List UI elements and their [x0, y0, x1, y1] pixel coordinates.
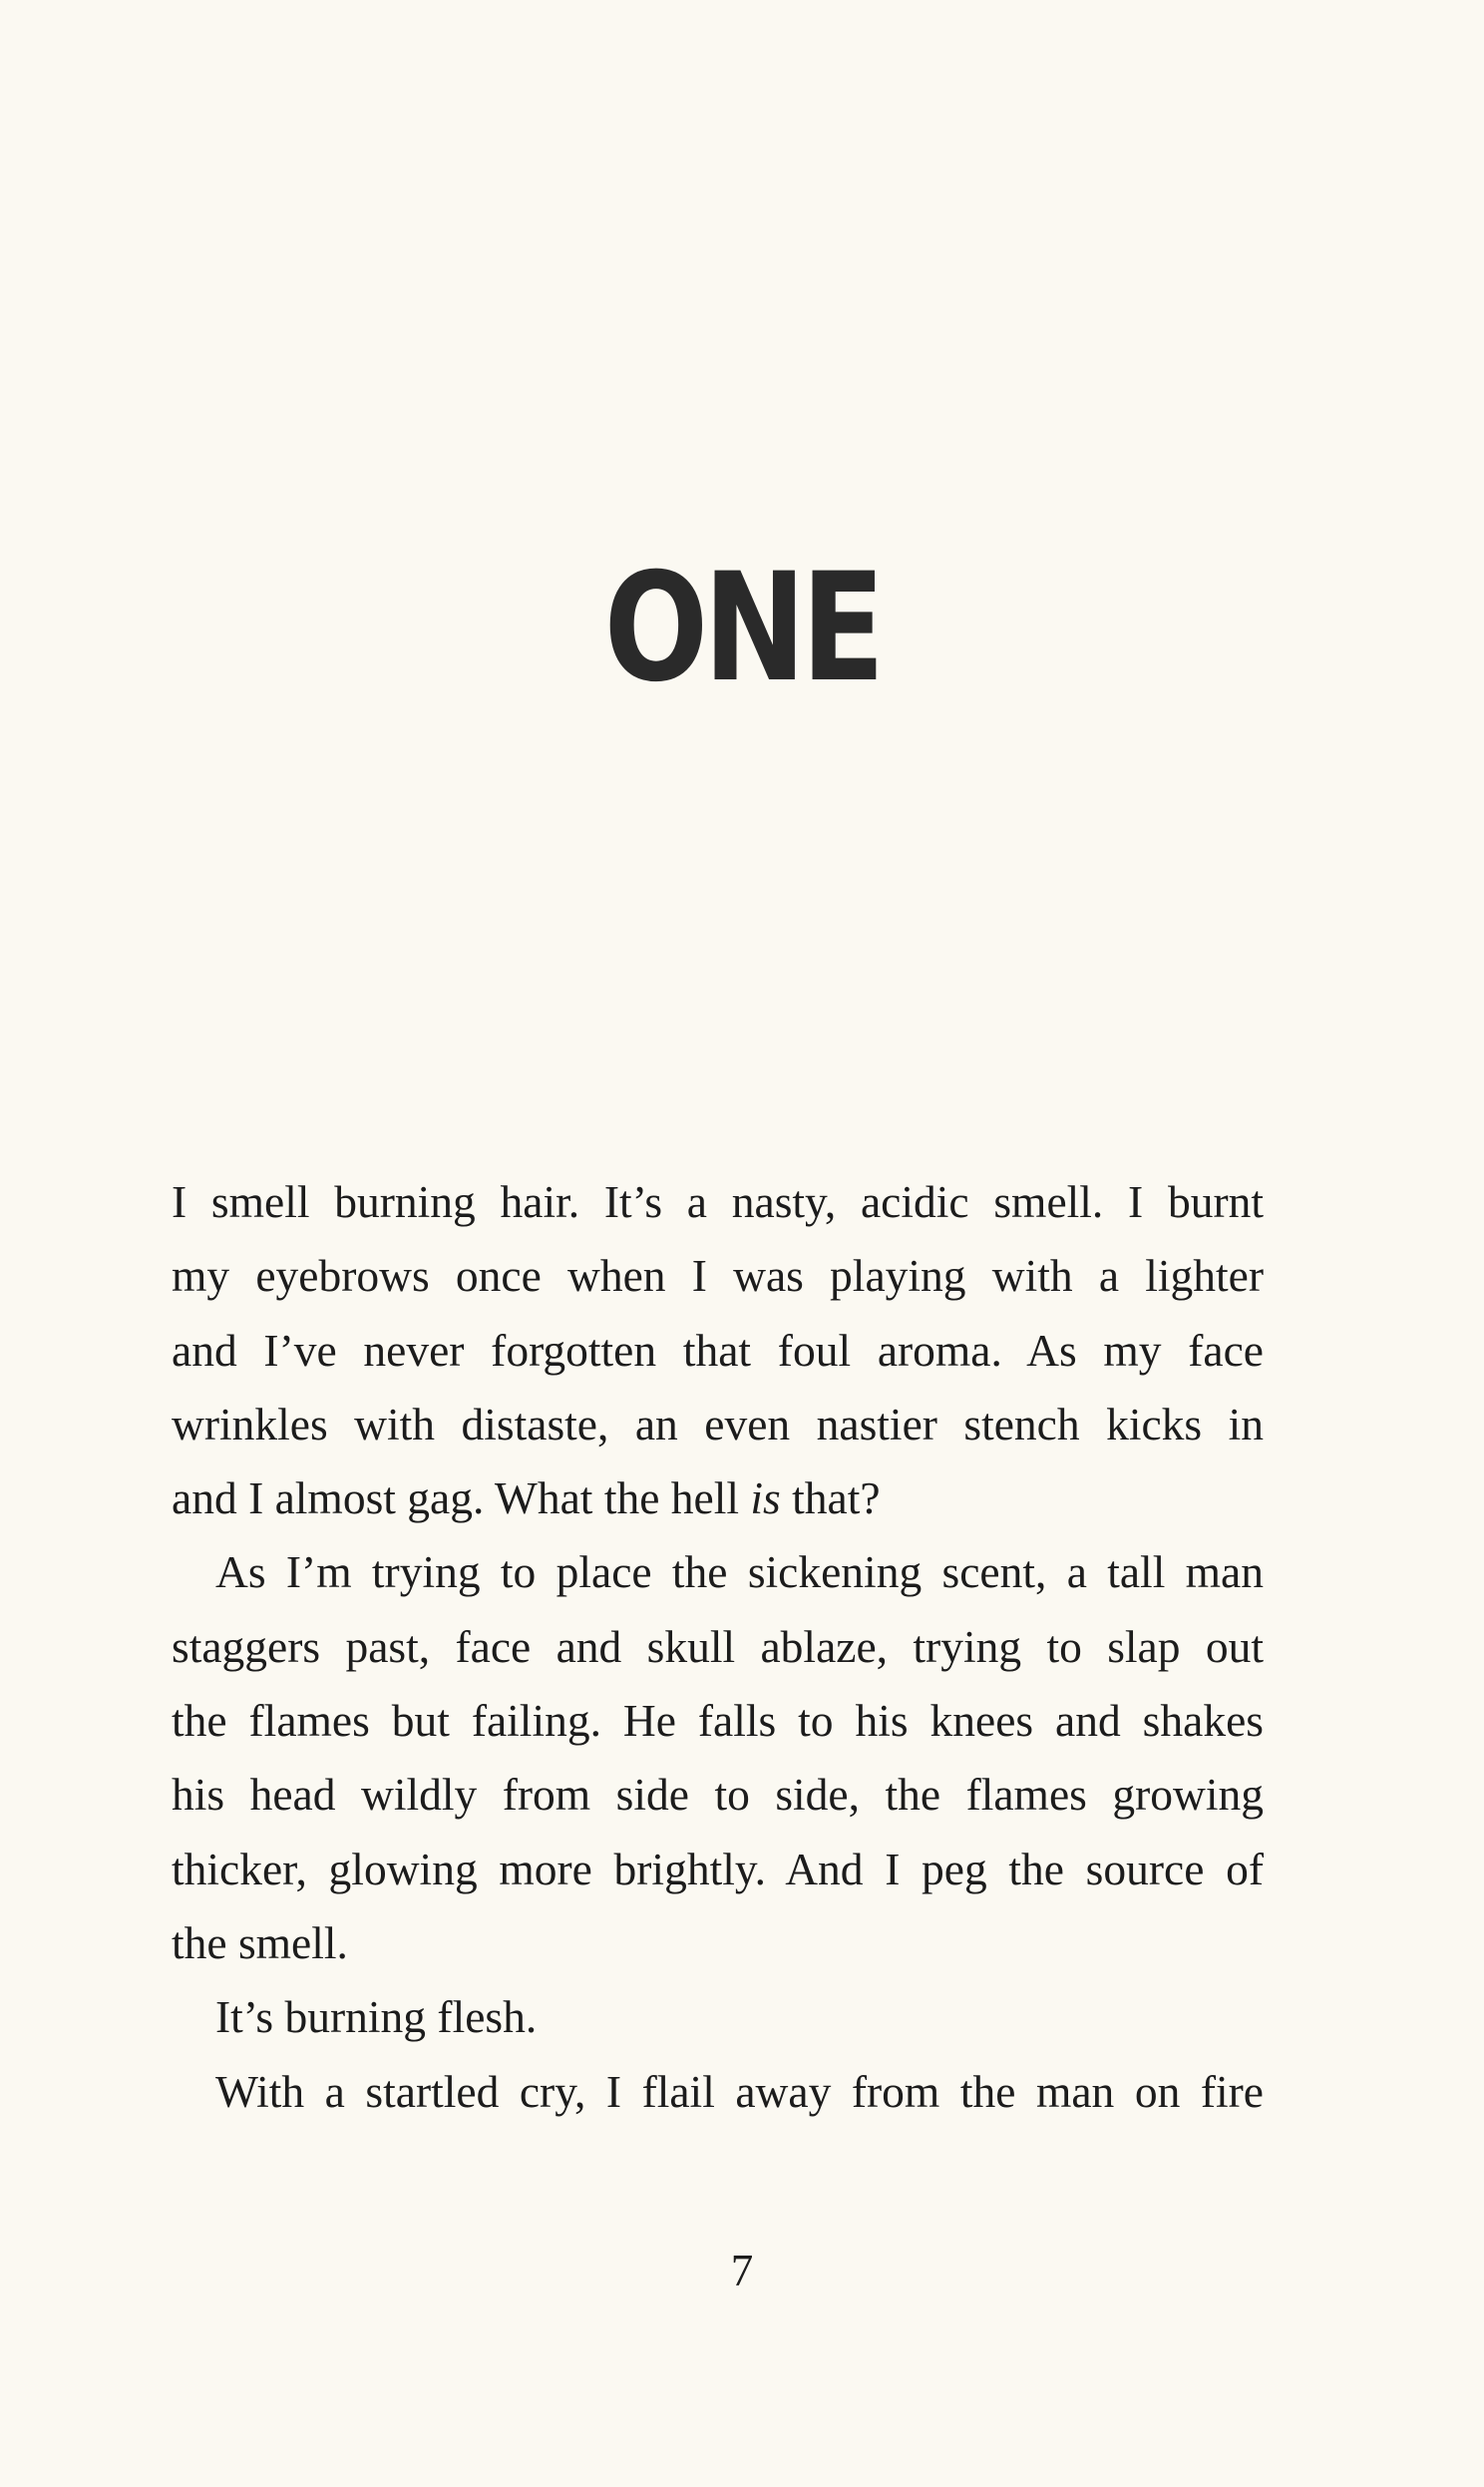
text-line: With a startled cry, I flail away from the man on fire	[215, 2065, 1264, 2117]
text-line: the flames but failing. He falls to his knees and shakes	[172, 1695, 1264, 1747]
text-segment: and I almost gag. What the hell	[172, 1472, 751, 1524]
text-line: staggers past, face and skull ablaze, trying to slap out	[172, 1620, 1264, 1672]
text-line: the smell.	[172, 1916, 348, 1968]
text-segment: that?	[780, 1472, 881, 1524]
text-line: wrinkles with distaste, an even nastier stench kicks in	[172, 1398, 1264, 1450]
text-line: his head wildly from side to side, the flames growing	[172, 1769, 1264, 1821]
body-text	[172, 1165, 1264, 2129]
chapter-heading: ONE	[603, 542, 881, 715]
emphasis-word: is	[750, 1472, 781, 1524]
text-line: It’s burning flesh.	[215, 1991, 538, 2043]
text-line: and I’ve never forgotten that foul aroma. As my face	[172, 1324, 1264, 1376]
text-line: thicker, glowing more brightly. And I peg the source of	[172, 1843, 1264, 1894]
text-line	[172, 1461, 1264, 1535]
text-line: my eyebrows once when I was playing with a lighter	[172, 1250, 1264, 1302]
text-line: I smell burning hair. It’s a nasty, acidic smell. I burnt	[172, 1176, 1264, 1227]
text-line: As I’m trying to place the sickening scent, a tall man	[215, 1546, 1264, 1598]
page-number: 7	[730, 2246, 754, 2295]
